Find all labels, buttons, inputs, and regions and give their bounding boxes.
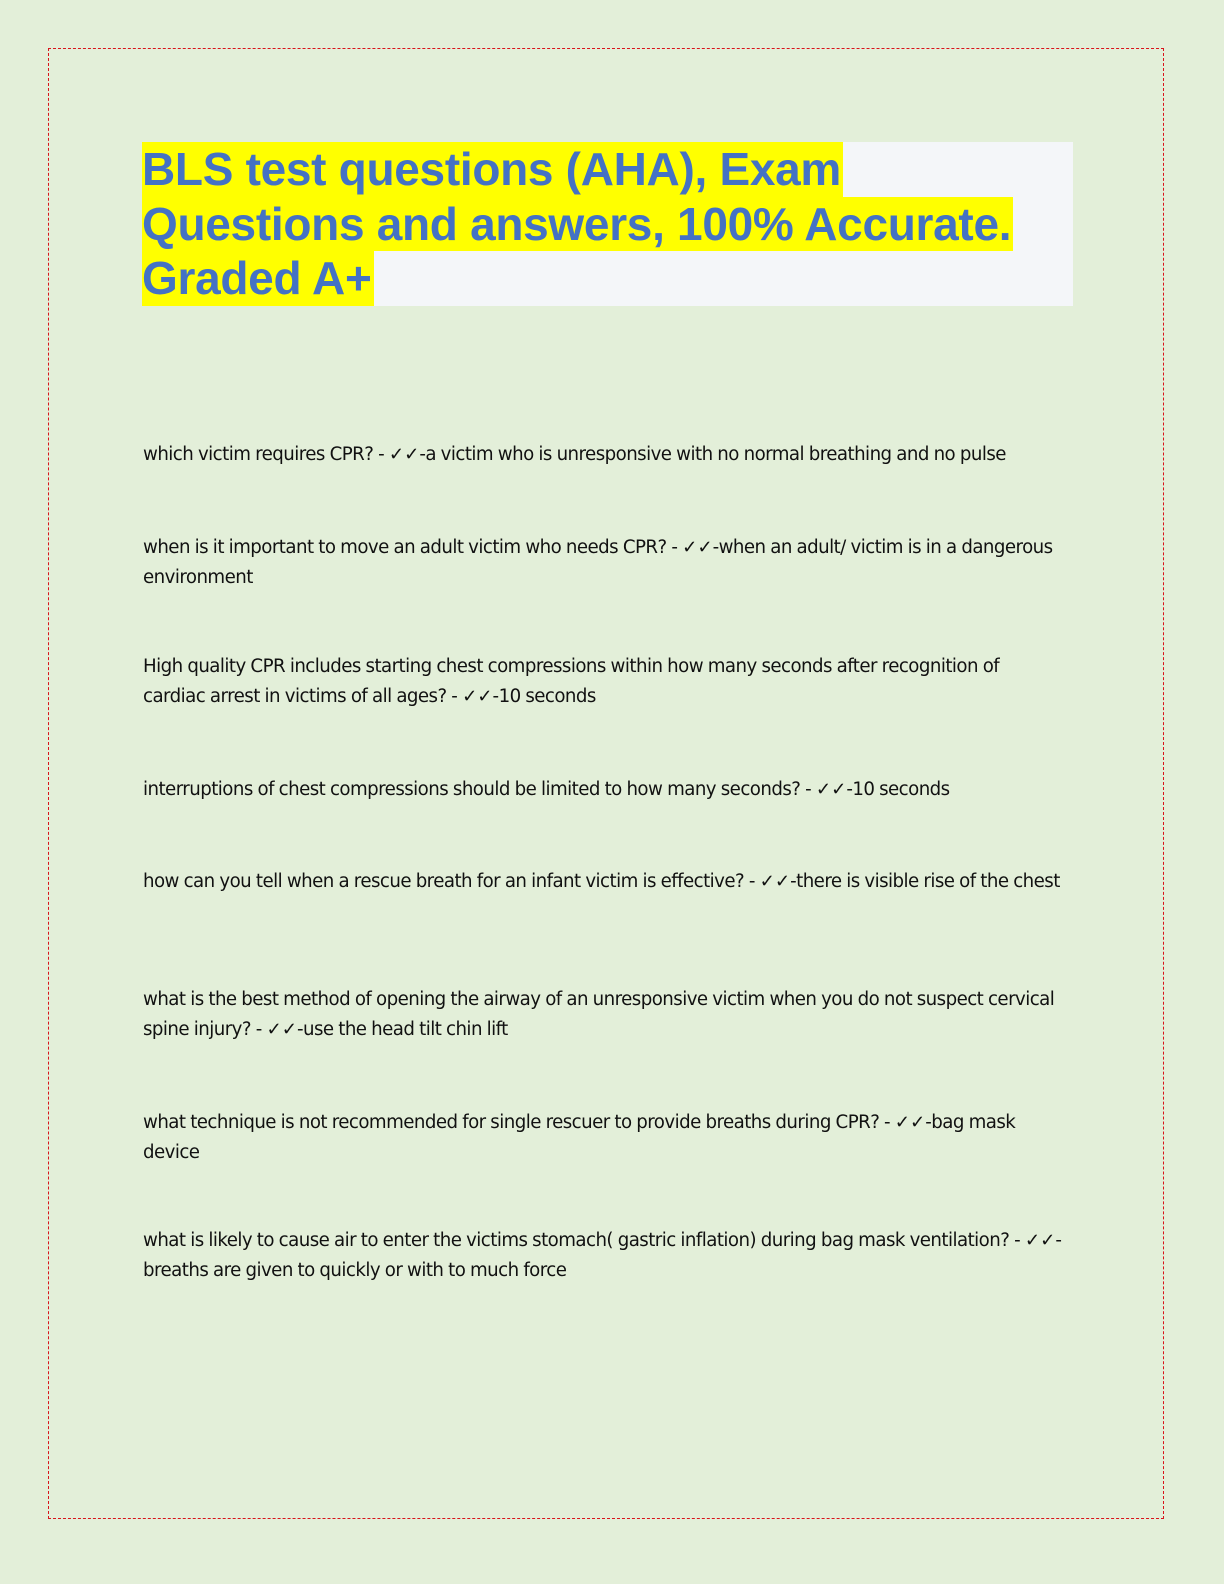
qa-item: [143, 867, 1063, 897]
double-check-icon: ✓✓: [462, 685, 493, 707]
double-check-icon: ✓✓: [682, 537, 713, 558]
answer-text: there is visible rise of the chest: [796, 871, 1060, 892]
separator: -: [800, 779, 816, 800]
answer-text: breaths are given to quickly or with to much force: [143, 1259, 567, 1281]
double-check-icon: ✓✓: [759, 871, 791, 892]
title-line-2: Questions and answers, 100% Accurate.: [142, 197, 1012, 250]
answer-text: when an adult/ victim is in a dangerous environment: [143, 537, 1053, 588]
qa-item: [143, 440, 1063, 470]
double-check-icon: ✓✓: [894, 1112, 926, 1133]
answer-text: 10 seconds: [852, 779, 950, 800]
separator: -: [250, 1018, 267, 1040]
qa-item: [143, 652, 1063, 711]
qa-item: [143, 1226, 1063, 1285]
answer-prefix: -: [1055, 1230, 1062, 1251]
double-check-icon: ✓✓: [1024, 1230, 1056, 1251]
separator: -: [1009, 1230, 1025, 1251]
question-text: High quality CPR includes starting chest compressions within how many seconds after recognition of cardiac arrest in victims of all ages?: [143, 656, 1000, 707]
title-block: [142, 142, 1073, 306]
qa-item: [143, 985, 1063, 1044]
question-text: what technique is not recommended for single rescuer to provide breaths during CPR?: [143, 1112, 880, 1133]
separator: -: [879, 1112, 895, 1133]
separator: -: [446, 685, 463, 707]
document-title: [142, 142, 1073, 306]
title-line-1: BLS test questions (AHA), Exam: [142, 143, 841, 195]
separator: -: [744, 871, 760, 892]
question-text: how can you tell when a rescue breath for an infant victim is effective?: [143, 871, 745, 892]
answer-text: 10 seconds: [498, 685, 596, 707]
qa-item: [143, 1108, 1063, 1167]
question-text: which victim requires CPR?: [143, 444, 374, 465]
answer-prefix: -: [846, 779, 853, 800]
question-text: what is likely to cause air to enter the victims stomach( gastric inflation) during bag mask ventilation?: [143, 1230, 1010, 1251]
answer-prefix: -: [492, 685, 499, 707]
answer-prefix: -: [712, 537, 719, 558]
separator: -: [666, 537, 683, 558]
answer-prefix: -: [296, 1018, 303, 1040]
question-text: what is the best method of opening the airway of an unresponsive victim when you do not suspect cervical spine injury?: [143, 989, 1055, 1040]
qa-item: [143, 775, 1063, 805]
double-check-icon: ✓✓: [815, 779, 847, 800]
qa-item: [143, 533, 1063, 592]
answer-prefix: -: [790, 871, 797, 892]
answer-text: a victim who is unresponsive with no normal breathing and no pulse: [425, 444, 1006, 465]
double-check-icon: ✓✓: [388, 444, 420, 465]
answer-prefix: -: [419, 444, 426, 465]
title-line-3: Graded A+: [142, 252, 372, 304]
question-text: when is it important to move an adult victim who needs CPR?: [143, 537, 667, 558]
double-check-icon: ✓✓: [266, 1018, 297, 1040]
separator: -: [373, 444, 389, 465]
answer-text: bag mask device: [143, 1112, 1016, 1163]
answer-prefix: -: [925, 1112, 932, 1133]
question-text: interruptions of chest compressions should be limited to how many seconds?: [143, 779, 801, 800]
answer-text: use the head tilt chin lift: [302, 1018, 508, 1040]
